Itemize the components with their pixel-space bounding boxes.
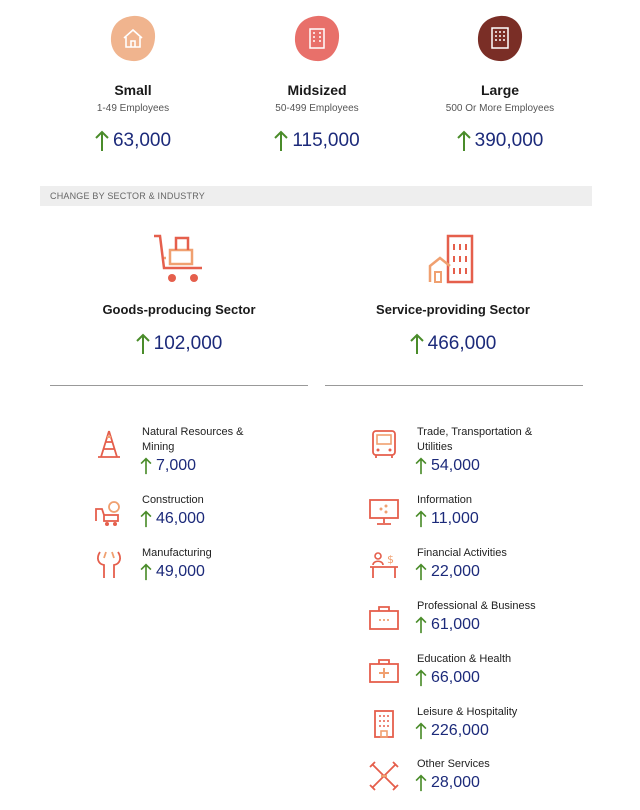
cart-icon <box>144 228 214 288</box>
industry-value <box>140 510 205 528</box>
industry-natural-resources <box>92 425 322 475</box>
sector-value-text: 102,000 <box>153 333 223 354</box>
industry-name: Financial Activities <box>417 547 507 559</box>
briefcase-icon <box>367 601 401 635</box>
arrow-up-icon <box>140 457 154 475</box>
industry-trade <box>367 425 597 475</box>
monitor-icon <box>367 495 401 529</box>
size-title: Midsized <box>287 82 347 98</box>
medical-kit-icon <box>367 654 401 688</box>
wrench-icon <box>92 548 126 582</box>
svg-text:$: $ <box>387 553 394 566</box>
arrow-up-icon <box>415 563 429 581</box>
industry-value <box>140 457 196 475</box>
size-subtitle: 1-49 Employees <box>96 103 170 114</box>
size-subtitle: 500 Or More Employees <box>445 103 555 114</box>
industry-education <box>367 652 597 702</box>
size-midsized <box>217 14 417 152</box>
arrow-up-icon <box>415 457 429 475</box>
industry-name: Construction <box>142 494 204 506</box>
industry-leisure <box>367 705 597 755</box>
industry-name: Manufacturing <box>142 547 212 559</box>
divider-goods <box>50 385 308 386</box>
industry-name: Leisure & Hospitality <box>417 706 518 718</box>
size-small <box>33 14 233 152</box>
industry-manufacturing <box>92 546 322 596</box>
arrow-up-icon <box>415 774 429 792</box>
arrow-up-icon <box>140 563 154 581</box>
size-title: Small <box>114 82 152 98</box>
arrow-up-icon <box>415 510 429 528</box>
industry-value <box>415 563 480 581</box>
sector-goods <box>49 228 309 355</box>
hotel-icon <box>367 707 401 741</box>
finance-desk-icon <box>367 548 401 582</box>
sector-services <box>323 228 583 355</box>
arrow-up-icon <box>140 510 154 528</box>
arrow-up-icon <box>410 333 424 355</box>
sector-value-text: 466,000 <box>427 333 497 354</box>
industry-value-text: 226,000 <box>431 722 489 739</box>
industry-value-text: 61,000 <box>431 616 480 633</box>
building-icon <box>292 14 342 64</box>
industry-value <box>415 774 480 792</box>
building-icon <box>475 14 525 64</box>
industry-value <box>415 457 480 475</box>
sector-value <box>49 333 309 355</box>
industry-value-text: 46,000 <box>156 510 205 527</box>
industry-value <box>415 722 489 740</box>
industry-construction <box>92 493 322 543</box>
bus-icon <box>367 427 401 461</box>
size-value <box>33 130 233 152</box>
arrow-up-icon <box>95 130 109 152</box>
size-value <box>400 130 600 152</box>
industry-name: Education & Health <box>417 653 512 665</box>
size-large <box>400 14 600 152</box>
arrow-up-icon <box>274 130 288 152</box>
industry-value-text: 11,000 <box>431 510 479 527</box>
sector-value <box>323 333 583 355</box>
industry-name: Information <box>417 494 473 506</box>
arrow-up-icon <box>457 130 471 152</box>
size-value <box>217 130 417 152</box>
industry-value-text: 22,000 <box>431 563 480 580</box>
excavator-icon <box>92 495 126 529</box>
arrow-up-icon <box>415 669 429 687</box>
industry-name: Trade, Transportation & Utilities <box>417 426 533 453</box>
arrow-up-icon <box>415 722 429 740</box>
city-icon <box>418 228 488 288</box>
industry-value <box>415 510 479 528</box>
section-band: CHANGE BY SECTOR & INDUSTRY <box>40 186 592 206</box>
industry-professional <box>367 599 597 649</box>
industry-value <box>140 563 205 581</box>
sector-title: Goods-producing Sector <box>102 302 256 317</box>
divider-services <box>325 385 583 386</box>
industry-value-text: 54,000 <box>431 457 480 474</box>
industry-value-text: 66,000 <box>431 669 480 686</box>
industry-value <box>415 669 480 687</box>
arrow-up-icon <box>415 616 429 634</box>
industry-name: Natural Resources & Mining <box>142 426 244 453</box>
oil-rig-icon <box>92 427 126 461</box>
industry-other <box>367 757 597 807</box>
size-value-text: 63,000 <box>112 130 172 151</box>
size-subtitle: 50-499 Employees <box>275 103 359 114</box>
industry-value-text: 7,000 <box>156 457 197 474</box>
industry-name: Other Services <box>417 758 490 770</box>
house-icon <box>108 14 158 64</box>
sector-title: Service-providing Sector <box>376 302 530 317</box>
industry-information <box>367 493 597 543</box>
size-value-text: 390,000 <box>474 130 544 151</box>
industry-name: Professional & Business <box>417 600 536 612</box>
size-title: Large <box>480 82 520 98</box>
industry-financial <box>367 546 597 596</box>
tools-cross-icon <box>367 759 401 793</box>
size-value-text: 115,000 <box>292 130 360 151</box>
industry-value-text: 28,000 <box>431 774 480 791</box>
industry-value-text: 49,000 <box>156 563 205 580</box>
arrow-up-icon <box>136 333 150 355</box>
industry-value <box>415 616 480 634</box>
